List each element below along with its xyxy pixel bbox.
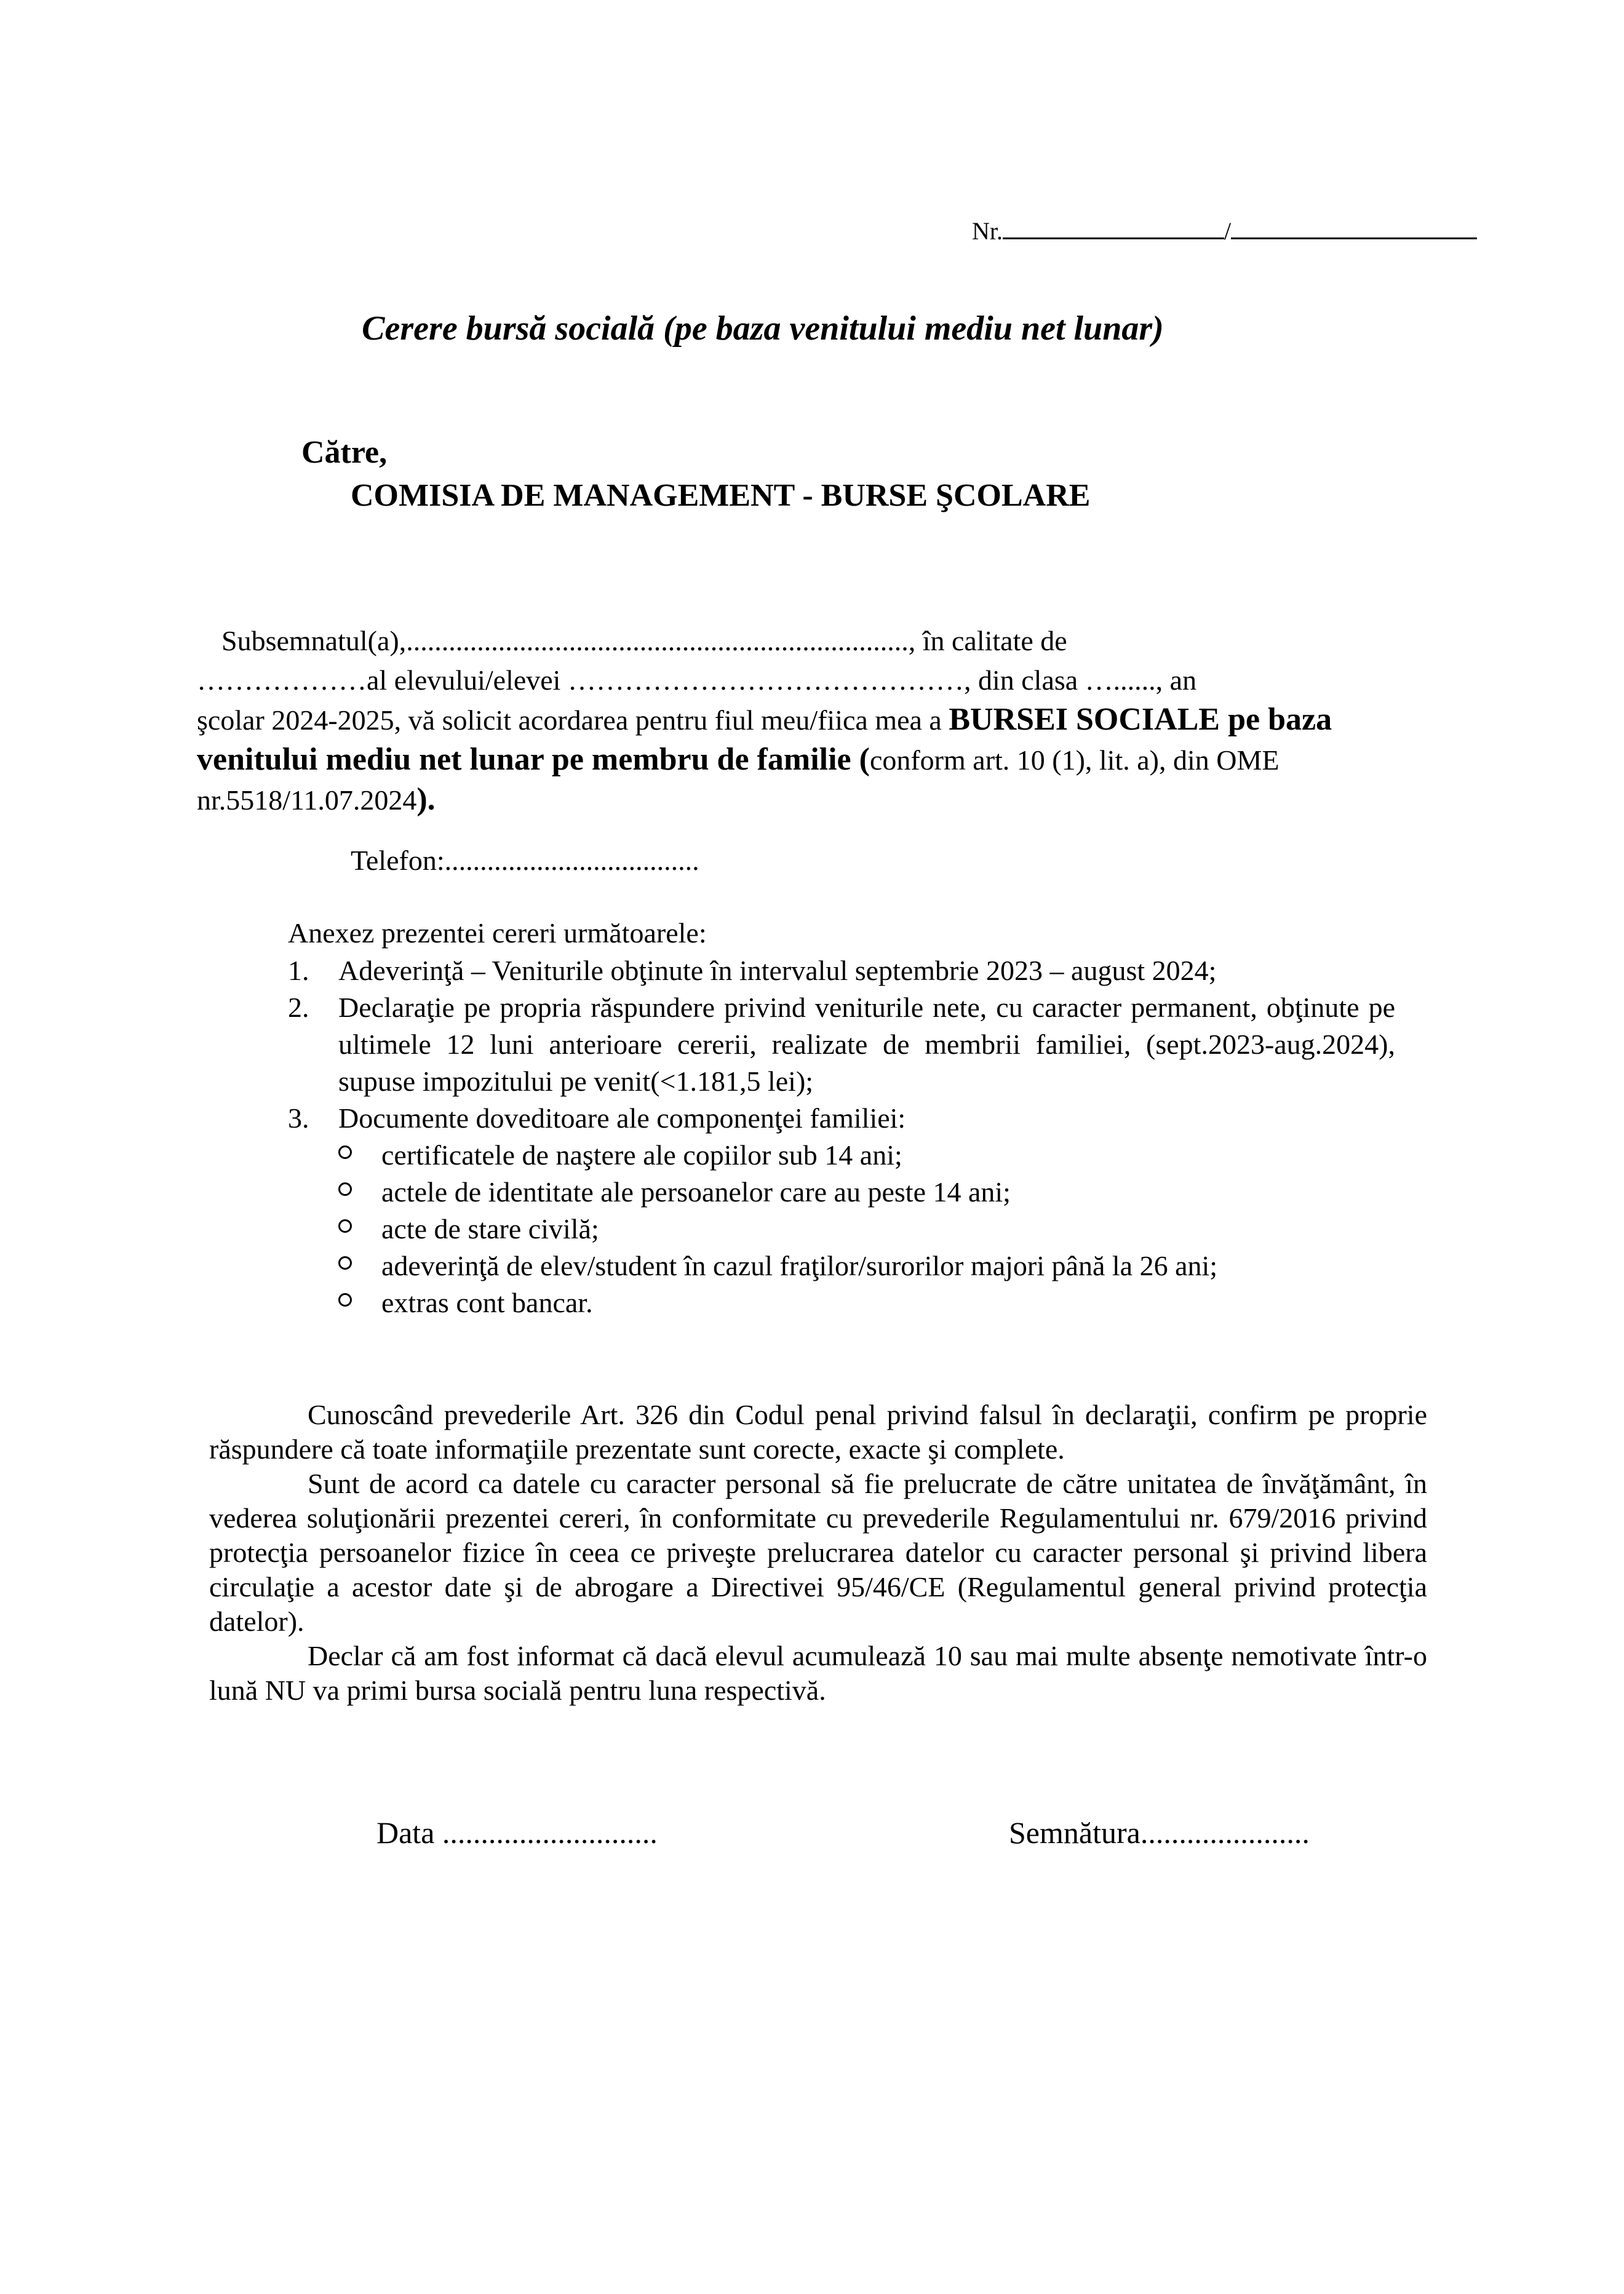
sublist-item-text: acte de stare civilă; — [381, 1213, 599, 1245]
list-item-text: Adeverinţă – Veniturile obţinute în intervalul septembrie 2023 – august 2024; — [338, 955, 1217, 986]
request-bold-text: BURSEI SOCIALE pe baza venitului mediu net lunar pe membru de familie ( — [197, 702, 1332, 777]
list-item-text: Declaraţie pe propria răspundere privind veniturile nete, cu caracter permanent, obţinute pe ultimele 12 luni anterioare cererii, realizate de membrii familiei, (sept.2023-aug.2024), supuse impozitului pe venit(<1.181,5 lei); — [338, 992, 1395, 1097]
circle-bullet-icon — [338, 1219, 352, 1233]
addressee-committee: COMISIA DE MANAGEMENT - BURSE ŞCOLARE — [351, 478, 1091, 513]
circle-bullet-icon — [338, 1145, 352, 1159]
telefon-field: Telefon:.................................... — [351, 845, 699, 876]
nr-separator: / — [1224, 217, 1232, 245]
declaration-penal-code: Cunoscând prevederile Art. 326 din Codul penal privind falsul în declaraţii, confirm pe proprie răspundere că toate informaţiile prezentate sunt corecte, exacte şi complete. — [209, 1399, 1427, 1465]
declaration-absences: Declar că am fost informat că dacă elevul acumulează 10 sau mai multe absenţe nemotivate într-o lună NU va primi bursa socială pentru luna respectivă. — [209, 1640, 1427, 1706]
document-title: Cerere bursă socială (pe baza venitului mediu net lunar) — [362, 309, 1164, 348]
sublist-item — [338, 1211, 1395, 1248]
circle-bullet-icon — [338, 1293, 352, 1307]
request-line-2: ………………al elevului/elevei ……………………………………, din clasa …......, an — [197, 664, 1197, 696]
sublist-item — [338, 1284, 1395, 1321]
signature-field: Semnătura...................... — [1009, 1815, 1310, 1850]
request-end: ). — [416, 782, 436, 817]
annex-intro: Anexez prezentei cereri următoarele: — [288, 917, 707, 949]
declarations-block — [209, 1398, 1427, 1708]
list-item-number: 1. — [288, 955, 309, 986]
nr-date-blank[interactable] — [1231, 217, 1477, 239]
request-line-3b: conform art. 10 (1), lit. a), din OME nr.5518/11.07.2024 — [197, 744, 1280, 816]
addressee-salutation: Către, — [301, 435, 388, 470]
request-line-3a: şcolar 2024-2025, vă solicit acordarea pentru fiul meu/fiica mea a — [197, 704, 949, 736]
date-field: Data ............................ — [376, 1815, 658, 1850]
family-documents-sublist — [338, 1137, 1395, 1321]
sublist-item-text: actele de identitate ale persoanelor care au peste 14 ani; — [381, 1176, 1011, 1208]
registration-number — [972, 217, 1477, 245]
list-item-number: 2. — [288, 992, 309, 1023]
request-paragraph — [197, 621, 1433, 820]
circle-bullet-icon — [338, 1256, 352, 1270]
list-item — [288, 989, 1395, 1100]
request-line-1: Subsemnatul(a),......................................................................., în calitate de — [221, 625, 1067, 656]
nr-number-blank[interactable] — [1003, 217, 1224, 239]
sublist-item — [338, 1248, 1395, 1284]
list-item-text: Documente doveditoare ale componenţei familiei: — [338, 1102, 906, 1134]
sublist-item — [338, 1137, 1395, 1174]
nr-label: Nr. — [972, 217, 1003, 245]
declaration-gdpr-consent: Sunt de acord ca datele cu caracter personal să fie prelucrate de către unitatea de învăţământ, în vederea soluţionării prezentei cereri, în conformitate cu prevederile Regulamentului nr. 679/2016 privind protecţia persoanelor fizice în ceea ce priveşte prelucrarea datelor cu caracter personal şi privind libera circulaţie a acestor date şi de abrogare a Directivei 95/46/CE (Regulamentul general privind protecţia datelor). — [209, 1468, 1427, 1637]
annex-list — [288, 952, 1395, 1321]
circle-bullet-icon — [338, 1182, 352, 1196]
sublist-item-text: adeverinţă de elev/student în cazul fraţilor/surorilor majori până la 26 ani; — [381, 1250, 1218, 1281]
list-item-number: 3. — [288, 1102, 309, 1134]
sublist-item — [338, 1174, 1395, 1211]
sublist-item-text: certificatele de naştere ale copiilor sub 14 ani; — [381, 1139, 902, 1171]
sublist-item-text: extras cont bancar. — [381, 1287, 593, 1318]
list-item — [288, 952, 1395, 989]
list-item — [288, 1100, 1395, 1321]
